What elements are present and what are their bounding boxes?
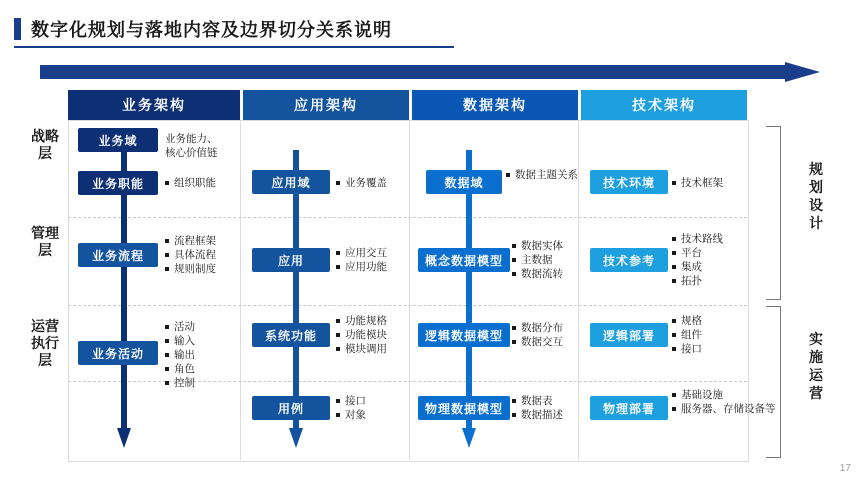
note-item: 数据分布 (512, 321, 563, 335)
notes-conceptual-data-model (512, 239, 563, 281)
note-item: 数据实体 (512, 239, 563, 253)
note-item: 业务覆盖 (336, 176, 387, 190)
right-label-planning: 规划设计 (809, 161, 823, 231)
row-divider-2 (68, 305, 747, 306)
note-item: 数据流转 (512, 267, 563, 281)
notes-logical-deployment (672, 314, 702, 356)
column-header-data: 数据架构 (412, 90, 578, 120)
note-item: 集成 (672, 260, 723, 274)
notes-application-domain (336, 176, 387, 190)
box-use-case[interactable]: 用例 (252, 396, 330, 420)
box-business-process[interactable]: 业务流程 (78, 243, 158, 267)
title-underline (14, 46, 454, 48)
column-divider-2 (409, 120, 410, 460)
note-item: 功能模块 (336, 328, 387, 342)
note-item: 平台 (672, 246, 723, 260)
note-item: 主数据 (512, 253, 563, 267)
bracket-implementation (766, 306, 781, 458)
notes-data-domain (506, 168, 578, 182)
row-label-strategy: 战略层 (31, 128, 59, 161)
note-item: 应用功能 (336, 260, 387, 274)
box-logical-deployment[interactable]: 逻辑部署 (590, 323, 668, 347)
note-item: 流程框架 (165, 234, 216, 248)
note-item: 服务器、存储设备等 (672, 402, 776, 416)
note-item: 角色 (165, 362, 195, 376)
note-item: 输入 (165, 334, 195, 348)
note-item: 接口 (672, 342, 702, 356)
box-data-domain[interactable]: 数据域 (426, 170, 502, 194)
box-application[interactable]: 应用 (252, 248, 330, 272)
box-business-activity[interactable]: 业务活动 (78, 341, 158, 365)
note-item: 数据主题关系 (506, 168, 578, 182)
note-item: 组件 (672, 328, 702, 342)
notes-technology-environment (672, 176, 723, 190)
slide-title (14, 16, 392, 42)
box-conceptual-data-model[interactable]: 概念数据模型 (418, 248, 510, 272)
row-label-operations: 运营执行层 (31, 318, 59, 368)
column-divider-3 (578, 120, 579, 460)
note-item: 组织职能 (165, 176, 216, 190)
box-physical-deployment[interactable]: 物理部署 (590, 396, 668, 420)
box-technology-reference[interactable]: 技术参考 (590, 248, 668, 272)
note-item: 数据交互 (512, 335, 563, 349)
box-logical-data-model[interactable]: 逻辑数据模型 (418, 323, 510, 347)
page-number: 17 (839, 463, 851, 474)
note-item: 功能规格 (336, 314, 387, 328)
box-physical-data-model[interactable]: 物理数据模型 (418, 396, 510, 420)
note-item: 模块调用 (336, 342, 387, 356)
notes-physical-deployment (672, 388, 776, 416)
note-item: 技术路线 (672, 232, 723, 246)
note-item: 拓扑 (672, 274, 723, 288)
column-header-technology: 技术架构 (581, 90, 747, 120)
notes-business-activity (165, 320, 195, 390)
note-item: 技术框架 (672, 176, 723, 190)
column-header-business: 业务架构 (68, 90, 240, 120)
row-label-management: 管理层 (31, 225, 59, 258)
notes-physical-data-model (512, 394, 563, 422)
note-item: 基础设施 (672, 388, 776, 402)
page-title: 数字化规划与落地内容及边界切分关系说明 (31, 20, 392, 40)
note-item: 应用交互 (336, 246, 387, 260)
notes-application (336, 246, 387, 274)
notes-logical-data-model (512, 321, 563, 349)
notes-use-case (336, 394, 366, 422)
note-item: 对象 (336, 408, 366, 422)
note-item: 具体流程 (165, 248, 216, 262)
title-accent-bar (14, 18, 21, 40)
note-item: 数据表 (512, 394, 563, 408)
box-business-domain[interactable]: 业务域 (78, 128, 158, 152)
direction-arrow (40, 62, 820, 82)
right-label-implementation: 实施运营 (809, 331, 823, 401)
column-header-application: 应用架构 (243, 90, 409, 120)
column-divider-1 (240, 120, 241, 460)
note-item: 接口 (336, 394, 366, 408)
box-technology-environment[interactable]: 技术环境 (590, 170, 668, 194)
notes-business-process (165, 234, 216, 276)
notes-business-domain: 业务能力、 核心价值链 (165, 133, 218, 159)
bracket-planning (766, 126, 781, 300)
box-system-function[interactable]: 系统功能 (252, 323, 330, 347)
box-application-domain[interactable]: 应用域 (252, 170, 330, 194)
note-item: 规则制度 (165, 262, 216, 276)
notes-technology-reference (672, 232, 723, 288)
box-business-function[interactable]: 业务职能 (78, 171, 158, 195)
note-item: 数据描述 (512, 408, 563, 422)
note-item: 控制 (165, 376, 195, 390)
notes-business-function (165, 176, 216, 190)
note-item: 规格 (672, 314, 702, 328)
note-item: 活动 (165, 320, 195, 334)
row-divider-1 (68, 217, 747, 218)
note-item: 输出 (165, 348, 195, 362)
notes-system-function (336, 314, 387, 356)
